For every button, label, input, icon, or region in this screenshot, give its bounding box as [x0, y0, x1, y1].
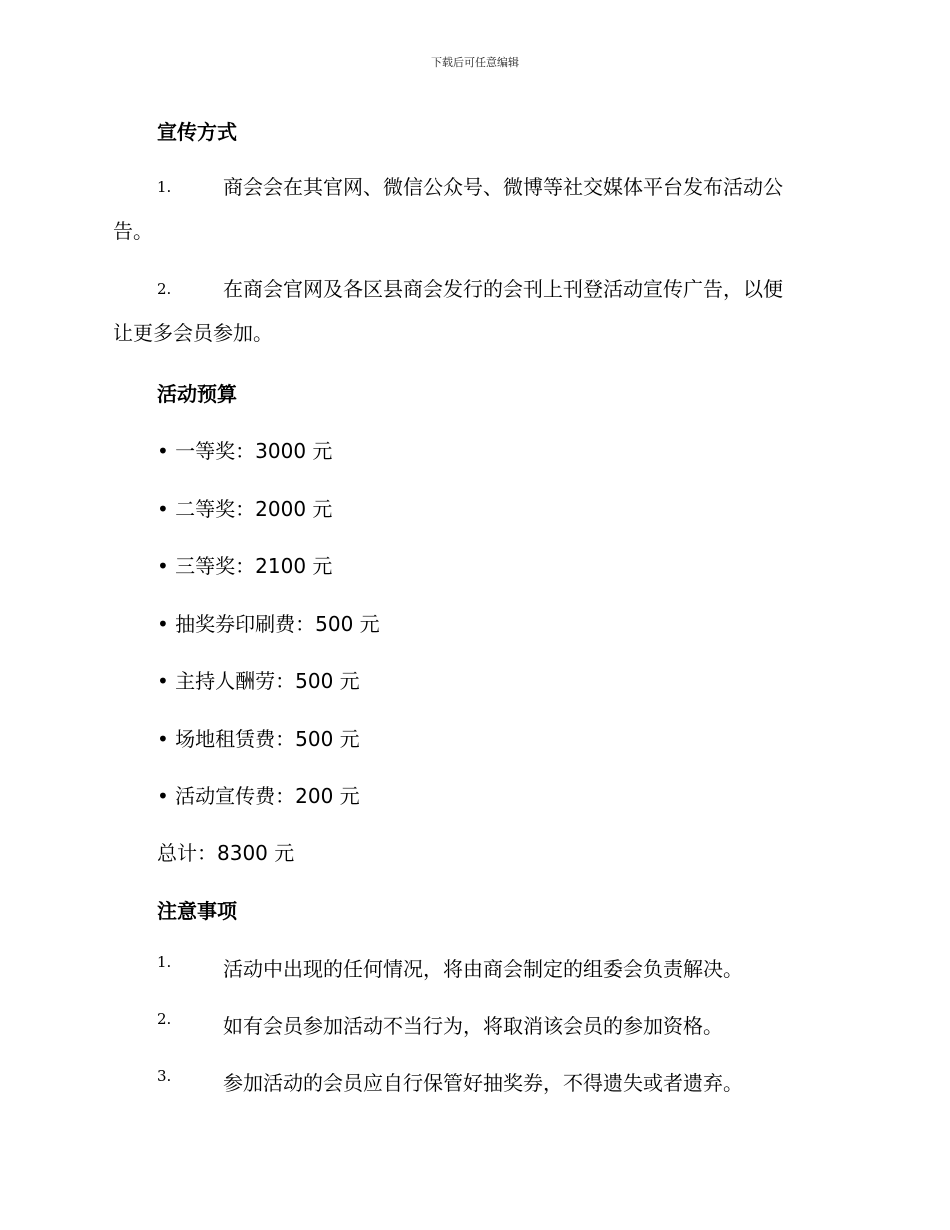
notes-item	[157, 953, 743, 982]
page-header: 下载后可任意编辑	[431, 56, 519, 69]
item-number: 2.	[157, 1010, 172, 1028]
budget-item: • 主持人酬劳：500 元	[157, 669, 360, 693]
item-text: 商会会在其官网、微信公众号、微博等社交媒体平台发布活动公	[223, 175, 783, 199]
item-text-continued: 让更多会员参加。	[113, 321, 273, 345]
budget-total: 总计：8300 元	[157, 841, 295, 865]
publicity-item	[113, 165, 837, 253]
item-text: 参加活动的会员应自行保管好抽奖券，不得遗失或者遗弃。	[223, 1071, 743, 1095]
notes-item	[157, 1067, 743, 1096]
notes-item	[157, 1010, 723, 1039]
item-number: 1.	[157, 953, 172, 971]
budget-item: • 三等奖：2100 元	[157, 554, 333, 578]
item-text-continued: 告。	[113, 219, 153, 243]
item-number: 2.	[157, 280, 172, 298]
budget-item: • 二等奖：2000 元	[157, 497, 333, 521]
section-heading-publicity: 宣传方式	[157, 120, 237, 144]
budget-item: • 活动宣传费：200 元	[157, 784, 360, 808]
section-heading-budget: 活动预算	[157, 382, 237, 406]
budget-item: • 一等奖：3000 元	[157, 439, 333, 463]
publicity-item	[113, 267, 837, 355]
item-number: 3.	[157, 1067, 172, 1085]
item-text: 如有会员参加活动不当行为，将取消该会员的参加资格。	[223, 1014, 723, 1038]
item-number: 1.	[157, 178, 172, 196]
item-text: 活动中出现的任何情况，将由商会制定的组委会负责解决。	[223, 957, 743, 981]
budget-item: • 场地租赁费：500 元	[157, 727, 360, 751]
item-text: 在商会官网及各区县商会发行的会刊上刊登活动宣传广告，以便	[223, 277, 783, 301]
section-heading-notes: 注意事项	[157, 899, 237, 923]
budget-item: • 抽奖券印刷费：500 元	[157, 612, 380, 636]
